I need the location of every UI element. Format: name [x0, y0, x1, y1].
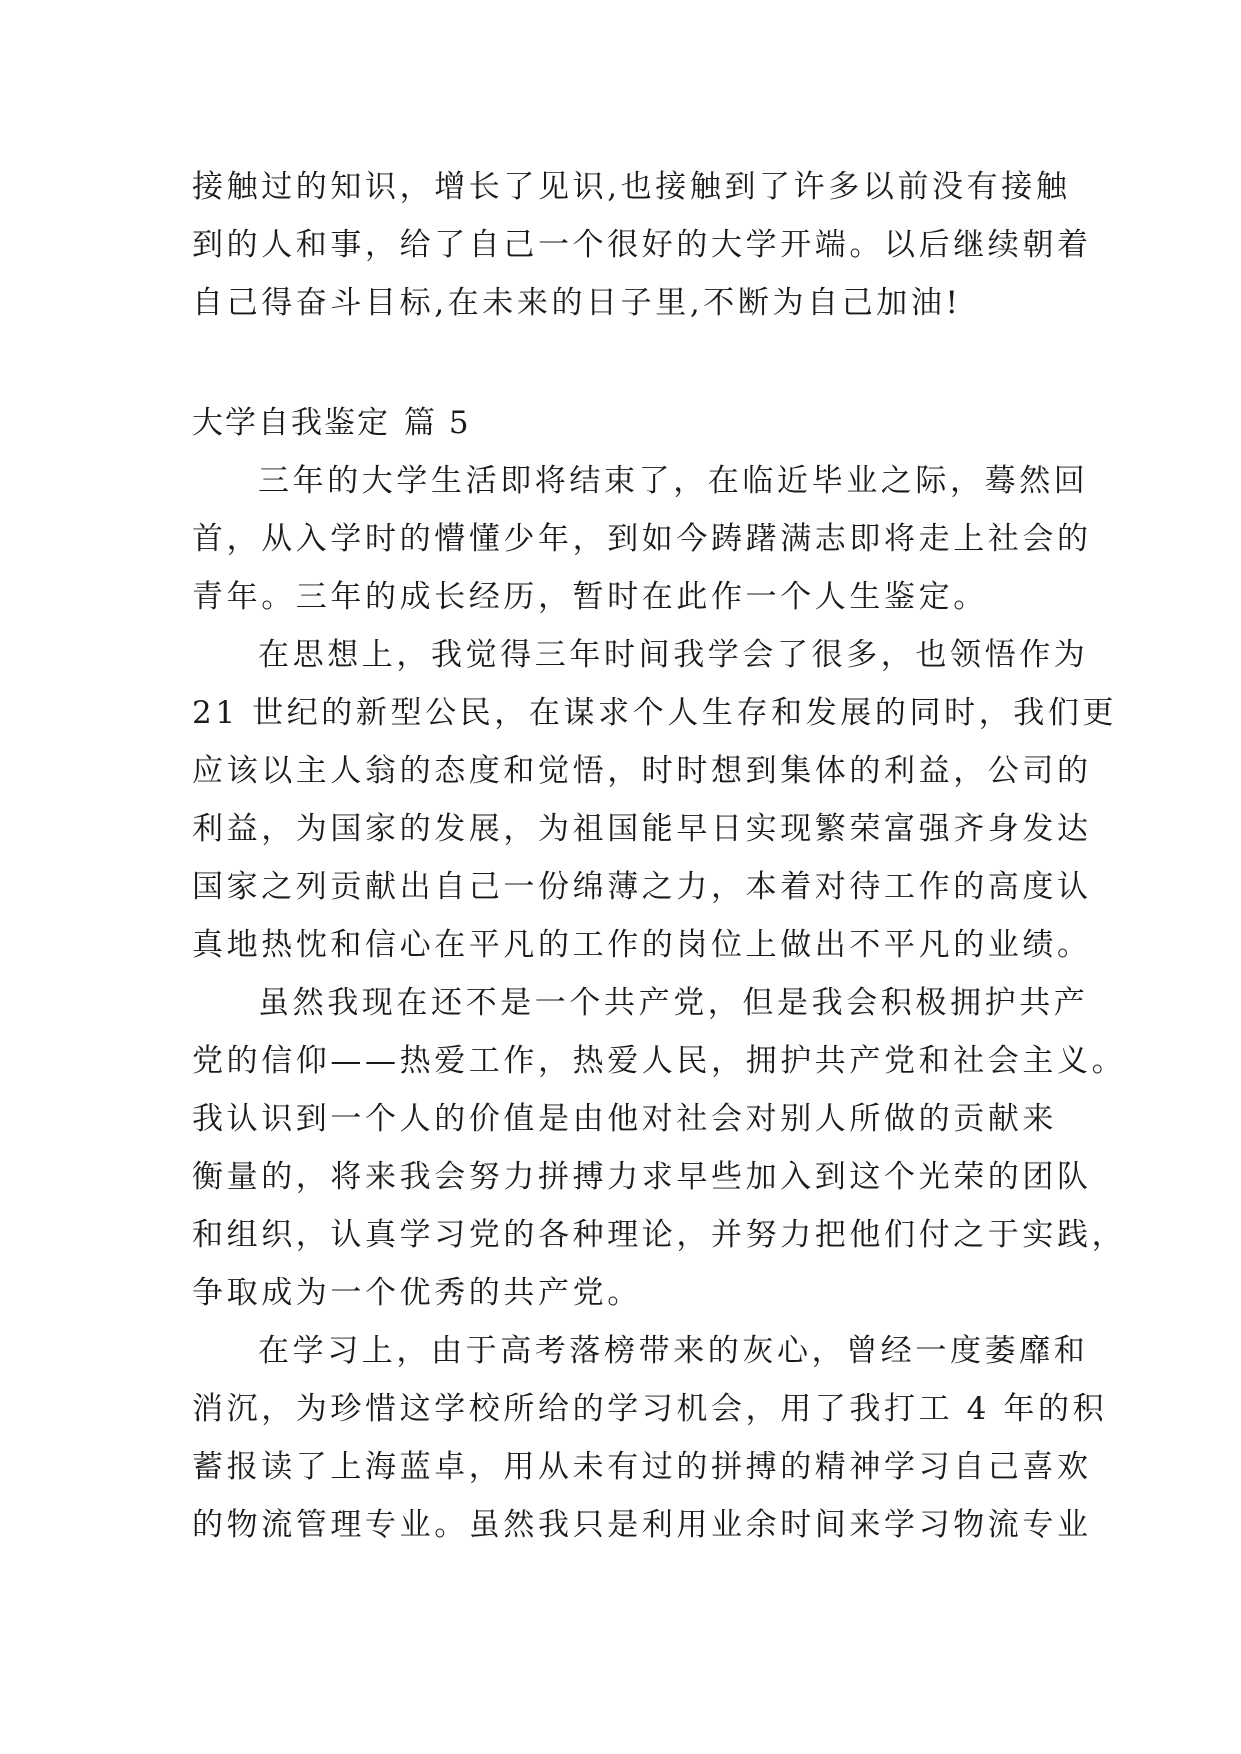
text-line: 我认识到一个人的价值是由他对社会对别人所做的贡献来	[192, 1101, 1057, 1137]
section-heading	[192, 394, 1062, 452]
text-line: 到的人和事，给了自己一个很好的大学开端。以后继续朝着	[192, 227, 1092, 263]
text-line: 争取成为一个优秀的共产党。	[192, 1275, 642, 1311]
paragraph	[192, 626, 1118, 974]
text-line: 衡量的，将来我会努力拼搏力求早些加入到这个光荣的团队	[192, 1159, 1092, 1195]
previous-section-tail	[192, 158, 1092, 332]
text-line: 党的信仰——热爱工作，热爱人民，拥护共产党和社会主义。	[192, 1043, 1127, 1079]
text-line: 虽然我现在还不是一个共产党，但是我会积极拥护共产	[258, 985, 1089, 1021]
section-gap	[192, 332, 1062, 394]
text-line: 的物流管理专业。虽然我只是利用业余时间来学习物流专业	[192, 1507, 1092, 1543]
text-line: 21 世纪的新型公民，在谋求个人生存和发展的同时，我们更	[192, 695, 1118, 731]
text-line: 三年的大学生活即将结束了，在临近毕业之际，蓦然回	[258, 463, 1089, 499]
text-line: 接触过的知识，增长了见识,也接触到了许多以前没有接触	[192, 169, 1071, 205]
section-number: 篇 5	[404, 405, 471, 441]
text-line: 和组织，认真学习党的各种理论，并努力把他们付之于实践，	[192, 1217, 1127, 1253]
paragraph	[192, 974, 1127, 1322]
text-line: 首，从入学时的懵懂少年，到如今踌躇满志即将走上社会的	[192, 521, 1092, 557]
text-line: 在思想上，我觉得三年时间我学会了很多，也领悟作为	[258, 637, 1089, 673]
text-line: 在学习上，由于高考落榜带来的灰心，曾经一度萎靡和	[258, 1333, 1089, 1369]
paragraph	[192, 452, 1092, 626]
text-line: 消沉，为珍惜这学校所给的学习机会，用了我打工 4 年的积	[192, 1391, 1108, 1427]
text-line: 蓄报读了上海蓝卓，用从未有过的拼搏的精神学习自己喜欢	[192, 1449, 1092, 1485]
text-line: 应该以主人翁的态度和觉悟，时时想到集体的利益，公司的	[192, 753, 1092, 789]
text-line: 国家之列贡献出自己一份绵薄之力，本着对待工作的高度认	[192, 869, 1092, 905]
paragraph	[192, 1322, 1108, 1554]
section-title: 大学自我鉴定	[192, 405, 390, 441]
text-line: 利益，为国家的发展，为祖国能早日实现繁荣富强齐身发达	[192, 811, 1092, 847]
text-line: 真地热忱和信心在平凡的工作的岗位上做出不平凡的业绩。	[192, 927, 1092, 963]
text-line: 自己得奋斗目标,在未来的日子里,不断为自己加油!	[192, 285, 962, 321]
document-body	[192, 158, 1127, 1554]
text-line: 青年。三年的成长经历，暂时在此作一个人生鉴定。	[192, 579, 988, 615]
